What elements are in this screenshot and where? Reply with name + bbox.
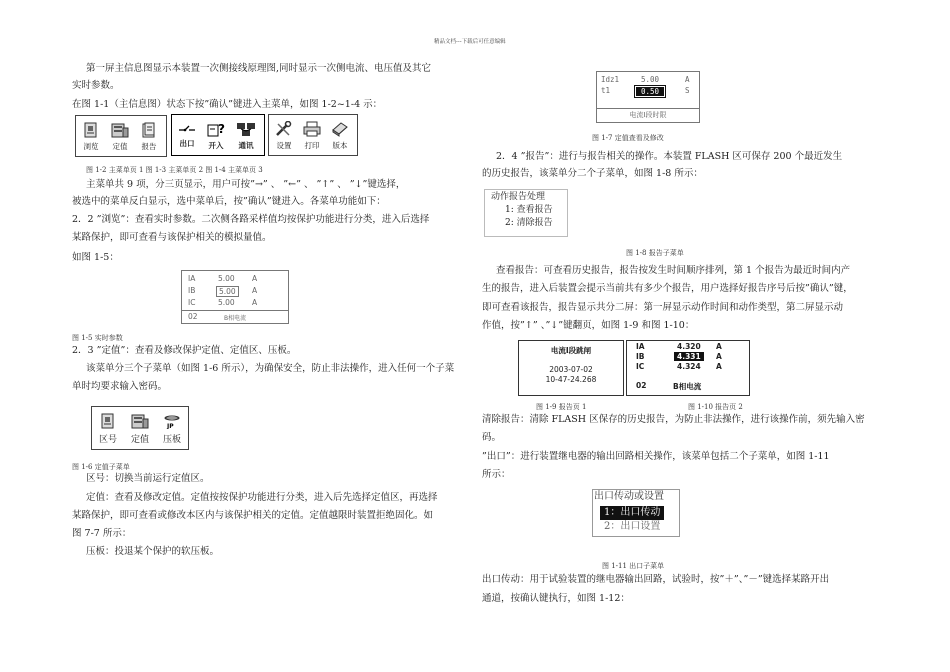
paragraph: 压板：投退某个保护的软压板。 bbox=[86, 546, 220, 557]
menu-item-label: 版本 bbox=[332, 141, 348, 150]
footer-number: 02 bbox=[188, 312, 198, 321]
param-unit: S bbox=[685, 86, 690, 95]
paragraph: 生的报告，进入后装置会提示当前共有多少个报告，用户选择好报告序号后按”确认”键， bbox=[482, 283, 853, 294]
figure-caption: 图 1-9 报告页 1 bbox=[536, 403, 587, 411]
channel-value: 4.324 bbox=[677, 362, 701, 371]
report-page-2 bbox=[626, 340, 750, 396]
edit-row-1 bbox=[601, 75, 690, 84]
figure-caption: 图 1-5 实时参数 bbox=[72, 334, 123, 342]
report-icon bbox=[141, 122, 157, 138]
report-time: 10-47-24.268 bbox=[545, 375, 597, 384]
param-name: t1 bbox=[601, 86, 611, 95]
report-title: 电流I段跳闸 bbox=[550, 346, 592, 355]
figure-caption: 图 1-11 出口子菜单 bbox=[602, 562, 665, 570]
menu-item-comm[interactable] bbox=[233, 115, 259, 157]
paragraph: 清除报告：清除 FLASH 区保存的历史报告，为防止非法操作，进行该操作前，须先输入密 bbox=[482, 414, 865, 425]
channel-name: IB bbox=[188, 286, 196, 295]
main-menu-page-3 bbox=[268, 114, 358, 156]
printer-icon bbox=[303, 121, 321, 137]
channel-unit: A bbox=[716, 352, 722, 361]
menu-item-output[interactable] bbox=[174, 115, 200, 157]
edit-footer: 电流I段时限 bbox=[597, 108, 699, 122]
wrench-icon bbox=[275, 121, 293, 137]
menu-item-label: 打印 bbox=[304, 141, 320, 150]
submenu-item-zone[interactable] bbox=[94, 407, 122, 449]
paragraph: 码。 bbox=[482, 432, 502, 443]
paragraph: 主菜单共 9 项，分三页显示，用户可按”→” 、 ”←” 、 ”↑” 、 ”↓”键选择， bbox=[86, 179, 406, 190]
menu-item-label: 定值 bbox=[112, 142, 128, 151]
menu-item-settings[interactable] bbox=[271, 115, 297, 157]
paragraph: 定值：查看及修改定值。定值按按保护功能进行分类，进入后先选择定值区，再选择 bbox=[86, 492, 438, 503]
footer-label: B相电流 bbox=[224, 315, 247, 322]
channel-value: 4.320 bbox=[677, 342, 701, 351]
paragraph: 2．4 ”报告”：进行与报告相关的操作。本装置 FLASH 区可保存 200 个最近发生 bbox=[496, 151, 843, 162]
menu-item-label: 出口 bbox=[179, 139, 195, 148]
paragraph: 图 7-7 所示： bbox=[72, 528, 132, 539]
report-footer-label: B相电流 bbox=[673, 382, 702, 391]
param-unit: A bbox=[685, 75, 690, 84]
report-footer-num: 02 bbox=[636, 381, 647, 390]
figure-caption: 图 1-10 报告页 2 bbox=[688, 403, 743, 411]
page-header: 精品文档---下载后可任意编辑 bbox=[434, 39, 506, 45]
param-value: 5.00 bbox=[641, 75, 660, 84]
comm-icon bbox=[236, 121, 256, 137]
figure-caption: 图 1-6 定值子菜单 bbox=[72, 463, 130, 471]
output-menu-item-setup[interactable]: 2：出口设置 bbox=[604, 521, 661, 532]
realtime-footer bbox=[182, 310, 288, 323]
setting-icon bbox=[111, 122, 129, 138]
channel-value: 5.00 bbox=[218, 274, 235, 283]
menu-item-browse[interactable] bbox=[78, 116, 104, 158]
realtime-row-ia bbox=[188, 274, 258, 283]
menu-item-label: 设置 bbox=[276, 141, 292, 150]
menu-item-label: 通讯 bbox=[238, 141, 254, 150]
figure-caption: 图 1-8 报告子菜单 bbox=[626, 249, 684, 257]
menu-item-label: 报告 bbox=[141, 142, 157, 151]
menu-item-label: 开入 bbox=[208, 141, 224, 150]
submenu-label: 压板 bbox=[162, 435, 181, 445]
paragraph: 某路保护，即可查看或修改本区内与该保护相关的定值。定值越限时装置拒绝固化。如 bbox=[72, 510, 434, 521]
report-row-ib bbox=[636, 352, 722, 361]
paragraph: 第一屏主信息图显示本装置一次侧接线原理图,同时显示一次侧电流、电压值及其它 bbox=[86, 63, 432, 74]
browse-icon bbox=[83, 122, 99, 138]
channel-value: 5.00 bbox=[218, 298, 235, 307]
main-menu-page-1 bbox=[75, 115, 167, 157]
output-menu-title: 出口传动或设置 bbox=[594, 491, 664, 502]
jumper-icon bbox=[162, 413, 182, 429]
channel-unit: A bbox=[716, 362, 722, 371]
paragraph: 2．3 ”定值”：查看及修改保护定值、定值区、压板。 bbox=[72, 345, 297, 356]
book-icon bbox=[331, 121, 349, 137]
report-menu-item-clear[interactable]: 2: 清除报告 bbox=[505, 218, 553, 228]
param-value-selected[interactable]: 0.50 bbox=[635, 86, 665, 97]
report-date: 2003-07-02 bbox=[549, 365, 593, 374]
channel-value: 5.00 bbox=[216, 286, 239, 297]
paragraph: 单时均要求输入密码。 bbox=[72, 381, 168, 392]
param-name: Idz1 bbox=[601, 75, 620, 84]
paragraph: 出口传动：用于试验装置的继电器输出回路，试验时，按”＋”、”－”键选择某路开出 bbox=[482, 574, 830, 585]
realtime-row-ib bbox=[188, 286, 258, 296]
paragraph: 区号：切换当前运行定值区。 bbox=[86, 473, 210, 484]
paragraph: ”出口”：进行装置继电器的输出回路相关操作，该菜单包括二个子菜单，如图 1-11 bbox=[482, 451, 830, 462]
paragraph: 所示： bbox=[482, 469, 511, 480]
main-menu-page-2 bbox=[171, 114, 265, 156]
paragraph: 查看报告：可查看历史报告，报告按发生时间顺序排列，第 1 个报告为最近时间内产 bbox=[496, 265, 851, 276]
submenu-item-plate[interactable] bbox=[158, 407, 186, 449]
menu-item-setting[interactable] bbox=[107, 116, 133, 158]
paragraph: 如图 1-5： bbox=[72, 252, 119, 263]
zone-icon bbox=[100, 413, 116, 429]
channel-name: IA bbox=[188, 274, 196, 283]
report-row-ia bbox=[636, 342, 722, 351]
output-icon bbox=[178, 121, 196, 135]
submenu-label: 区号 bbox=[98, 435, 117, 445]
report-row-ic bbox=[636, 362, 722, 371]
menu-item-input[interactable] bbox=[203, 115, 229, 157]
paragraph: 被选中的菜单反白显示，选中菜单后，按”确认”键进入。各菜单功能如下： bbox=[72, 196, 386, 207]
paragraph: 该菜单分三个子菜单（如图 1-6 所示），为确保安全，防止非法操作，进入任何一个子菜 bbox=[86, 363, 455, 374]
paragraph: 2．2 ”浏览”：查看实时参数。二次侧各路采样值均按保护功能进行分类，进入后选择 bbox=[72, 214, 430, 225]
channel-unit: A bbox=[252, 274, 258, 283]
menu-item-report[interactable] bbox=[136, 116, 162, 158]
svg-text:?: ? bbox=[218, 122, 225, 136]
output-menu-item-drive[interactable]: 1：出口传动 bbox=[600, 506, 664, 520]
channel-unit: A bbox=[716, 342, 722, 351]
channel-unit: A bbox=[252, 298, 258, 307]
edit-row-2 bbox=[601, 86, 690, 96]
channel-name: IC bbox=[188, 298, 196, 307]
report-menu-title: 动作报告处理 bbox=[491, 192, 546, 202]
output-submenu bbox=[592, 489, 680, 537]
setting-icon bbox=[131, 413, 149, 429]
setting-edit-display bbox=[596, 71, 700, 123]
channel-unit: A bbox=[252, 286, 258, 295]
paragraph: 实时参数。 bbox=[72, 80, 120, 91]
paragraph: 的历史报告，该菜单分二个子菜单，如图 1-8 所示： bbox=[482, 168, 703, 179]
menu-item-print[interactable] bbox=[299, 115, 325, 157]
menu-item-label: 浏览 bbox=[83, 142, 99, 151]
paragraph: 即可查看该报告，报告显示共分二屏：第一屏显示动作时间和动作类型，第二屏显示动 bbox=[482, 302, 844, 313]
paragraph: 通道，按确认键执行，如图 1-12： bbox=[482, 593, 630, 604]
figure-caption: 图 1-2 主菜单页 1 图 1-3 主菜单页 2 图 1-4 主菜单页 3 bbox=[86, 166, 263, 174]
paragraph: 在图 1-1（主信息图）状态下按”确认”键进入主菜单，如图 1-2~1-4 示： bbox=[72, 99, 383, 110]
paragraph: 某路保护，即可查看与该保护相关的模拟量值。 bbox=[72, 232, 272, 243]
report-page-1 bbox=[518, 340, 624, 396]
menu-item-version[interactable] bbox=[327, 115, 353, 157]
report-menu-item-view[interactable]: 1: 查看报告 bbox=[505, 205, 553, 215]
channel-name: IB bbox=[636, 352, 645, 361]
input-icon bbox=[207, 121, 225, 137]
jumper-label: JP bbox=[167, 423, 174, 429]
setting-submenu bbox=[91, 406, 189, 450]
channel-name: IA bbox=[636, 342, 645, 351]
paragraph: 作值，按”↑” 、”↓”键翻页，如图 1-9 和图 1-10： bbox=[482, 320, 695, 331]
channel-value-selected[interactable]: 4.331 bbox=[674, 352, 704, 361]
realtime-display bbox=[181, 270, 289, 324]
figure-caption: 图 1-7 定值查看及修改 bbox=[592, 134, 664, 142]
report-submenu bbox=[484, 189, 568, 237]
submenu-label: 定值 bbox=[130, 435, 149, 445]
realtime-row-ic bbox=[188, 298, 258, 307]
channel-name: IC bbox=[636, 362, 645, 371]
submenu-item-value[interactable] bbox=[126, 407, 154, 449]
